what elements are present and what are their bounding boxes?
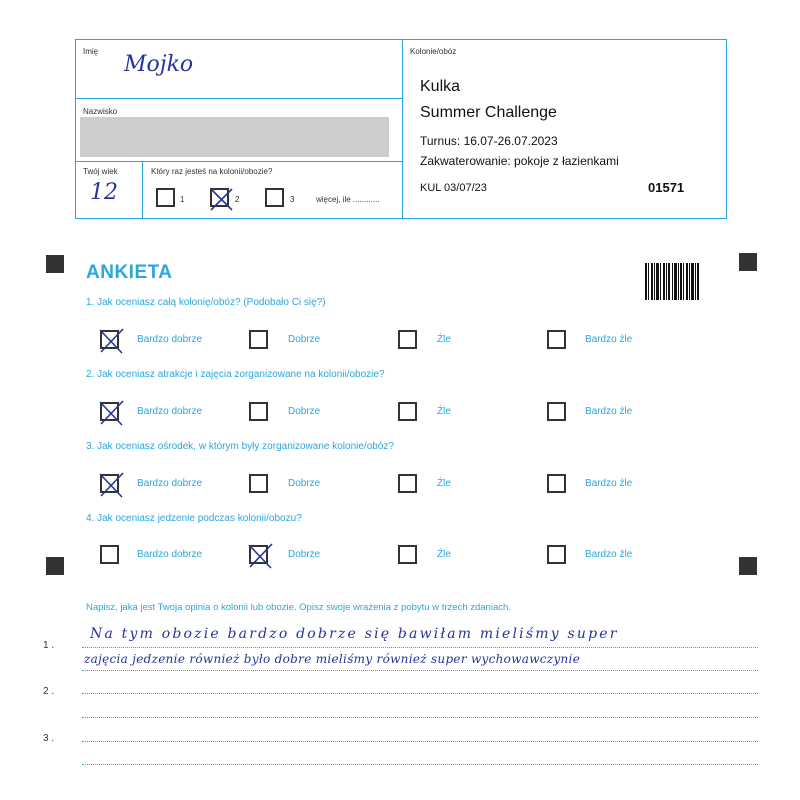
q4-option-bad: Źle [437, 549, 451, 560]
q4-option-very-bad: Bardzo źle [585, 549, 633, 560]
header-form [75, 39, 727, 219]
q1-option-very-good: Bardzo dobrze [137, 334, 203, 345]
q2-checkbox-very-good[interactable] [100, 402, 119, 421]
q2-checkbox-bad[interactable] [398, 402, 417, 421]
surname-redacted [80, 117, 389, 157]
name-value[interactable]: Mojko [124, 52, 194, 77]
registration-marker [739, 557, 757, 575]
writing-line [82, 741, 758, 742]
header-divider [402, 40, 403, 218]
question-2: 2. Jak oceniasz atrakcje i zajęcia zorganizowane na kolonii/obozie? [86, 369, 385, 380]
check-mark-icon [98, 328, 125, 355]
q3-checkbox-very-bad[interactable] [547, 474, 566, 493]
writing-line [82, 764, 758, 765]
question-1: 1. Jak oceniasz całą kolonię/obóz? (Podobało Ci się?) [86, 297, 326, 308]
writing-line [82, 693, 758, 694]
q1-checkbox-good[interactable] [249, 330, 268, 349]
times-label: Który raz jesteś na kolonii/obozie? [151, 167, 273, 176]
q4-option-good: Dobrze [288, 549, 321, 560]
header-row-line [76, 98, 402, 99]
q3-option-very-bad: Bardzo źle [585, 478, 633, 489]
q1-option-good: Dobrze [288, 334, 321, 345]
barcode-icon [645, 263, 699, 300]
q1-checkbox-very-bad[interactable] [547, 330, 566, 349]
q1-option-very-bad: Bardzo źle [585, 334, 633, 345]
times-checkbox-1[interactable] [156, 188, 175, 207]
q4-checkbox-very-good[interactable] [100, 545, 119, 564]
times-checkbox-2[interactable] [210, 188, 229, 207]
handwritten-line-2[interactable]: zajęcia jedzenie również było dobre mieliśmy również super wychowawczynie [84, 652, 581, 666]
q3-checkbox-good[interactable] [249, 474, 268, 493]
q2-option-very-bad: Bardzo źle [585, 406, 633, 417]
line-number-2: 2 . [43, 686, 55, 697]
writing-line [82, 647, 758, 648]
camp-code: KUL 03/07/23 [420, 182, 487, 194]
registration-marker [46, 557, 64, 575]
camp-name-line1: Kulka [420, 78, 461, 95]
q2-option-very-good: Bardzo dobrze [137, 406, 203, 417]
q2-checkbox-very-bad[interactable] [547, 402, 566, 421]
check-mark-icon [247, 543, 274, 570]
camp-name-line2: Summer Challenge [420, 104, 557, 121]
times-option-2: 2 [235, 195, 240, 204]
q4-checkbox-good[interactable] [249, 545, 268, 564]
q2-checkbox-good[interactable] [249, 402, 268, 421]
q3-option-very-good: Bardzo dobrze [137, 478, 203, 489]
form-number: 01571 [648, 180, 685, 195]
check-mark-icon [98, 400, 125, 427]
accommodation: Zakwaterowanie: pokoje z łazienkami [420, 154, 619, 168]
turnus: Turnus: 16.07-26.07.2023 [420, 134, 558, 148]
header-row-line [76, 161, 402, 162]
q3-checkbox-very-good[interactable] [100, 474, 119, 493]
question-4: 4. Jak oceniasz jedzenie podczas kolonii/obozu? [86, 513, 302, 524]
q3-option-good: Dobrze [288, 478, 321, 489]
surname-label: Nazwisko [83, 107, 118, 116]
times-option-more: więcej, ile ............ [316, 195, 380, 204]
header-age-divider [142, 161, 143, 218]
question-3: 3. Jak oceniasz ośrodek, w którym były zorganizowane kolonie/obóz? [86, 441, 394, 452]
q3-option-bad: Źle [437, 478, 451, 489]
survey-title: ANKIETA [86, 262, 173, 283]
age-label: Twój wiek [83, 167, 118, 176]
q4-checkbox-bad[interactable] [398, 545, 417, 564]
times-option-3: 3 [290, 195, 295, 204]
q4-checkbox-very-bad[interactable] [547, 545, 566, 564]
times-checkbox-3[interactable] [265, 188, 284, 207]
line-number-3: 3 . [43, 733, 55, 744]
q2-option-bad: Źle [437, 406, 451, 417]
q1-option-bad: Źle [437, 334, 451, 345]
check-mark-icon [98, 472, 125, 499]
q1-checkbox-bad[interactable] [398, 330, 417, 349]
camp-label: Kolonie/obóz [410, 47, 457, 56]
writing-line [82, 670, 758, 671]
q2-option-good: Dobrze [288, 406, 321, 417]
q4-option-very-good: Bardzo dobrze [137, 549, 203, 560]
times-option-1: 1 [180, 195, 185, 204]
name-label: Imię [83, 47, 99, 56]
line-number-1: 1 . [43, 640, 55, 651]
registration-marker [46, 255, 64, 273]
registration-marker [739, 253, 757, 271]
handwritten-line-1[interactable]: Na tym obozie bardzo dobrze się bawiłam mieliśmy super [90, 626, 619, 642]
check-mark-icon [208, 186, 235, 213]
age-value[interactable]: 12 [90, 180, 118, 205]
opinion-prompt: Napisz, jaka jest Twoja opinia o kolonii lub obozie. Opisz swoje wrażenia z pobytu w trzech zdaniach. [86, 602, 511, 613]
q3-checkbox-bad[interactable] [398, 474, 417, 493]
q1-checkbox-very-good[interactable] [100, 330, 119, 349]
writing-line [82, 717, 758, 718]
